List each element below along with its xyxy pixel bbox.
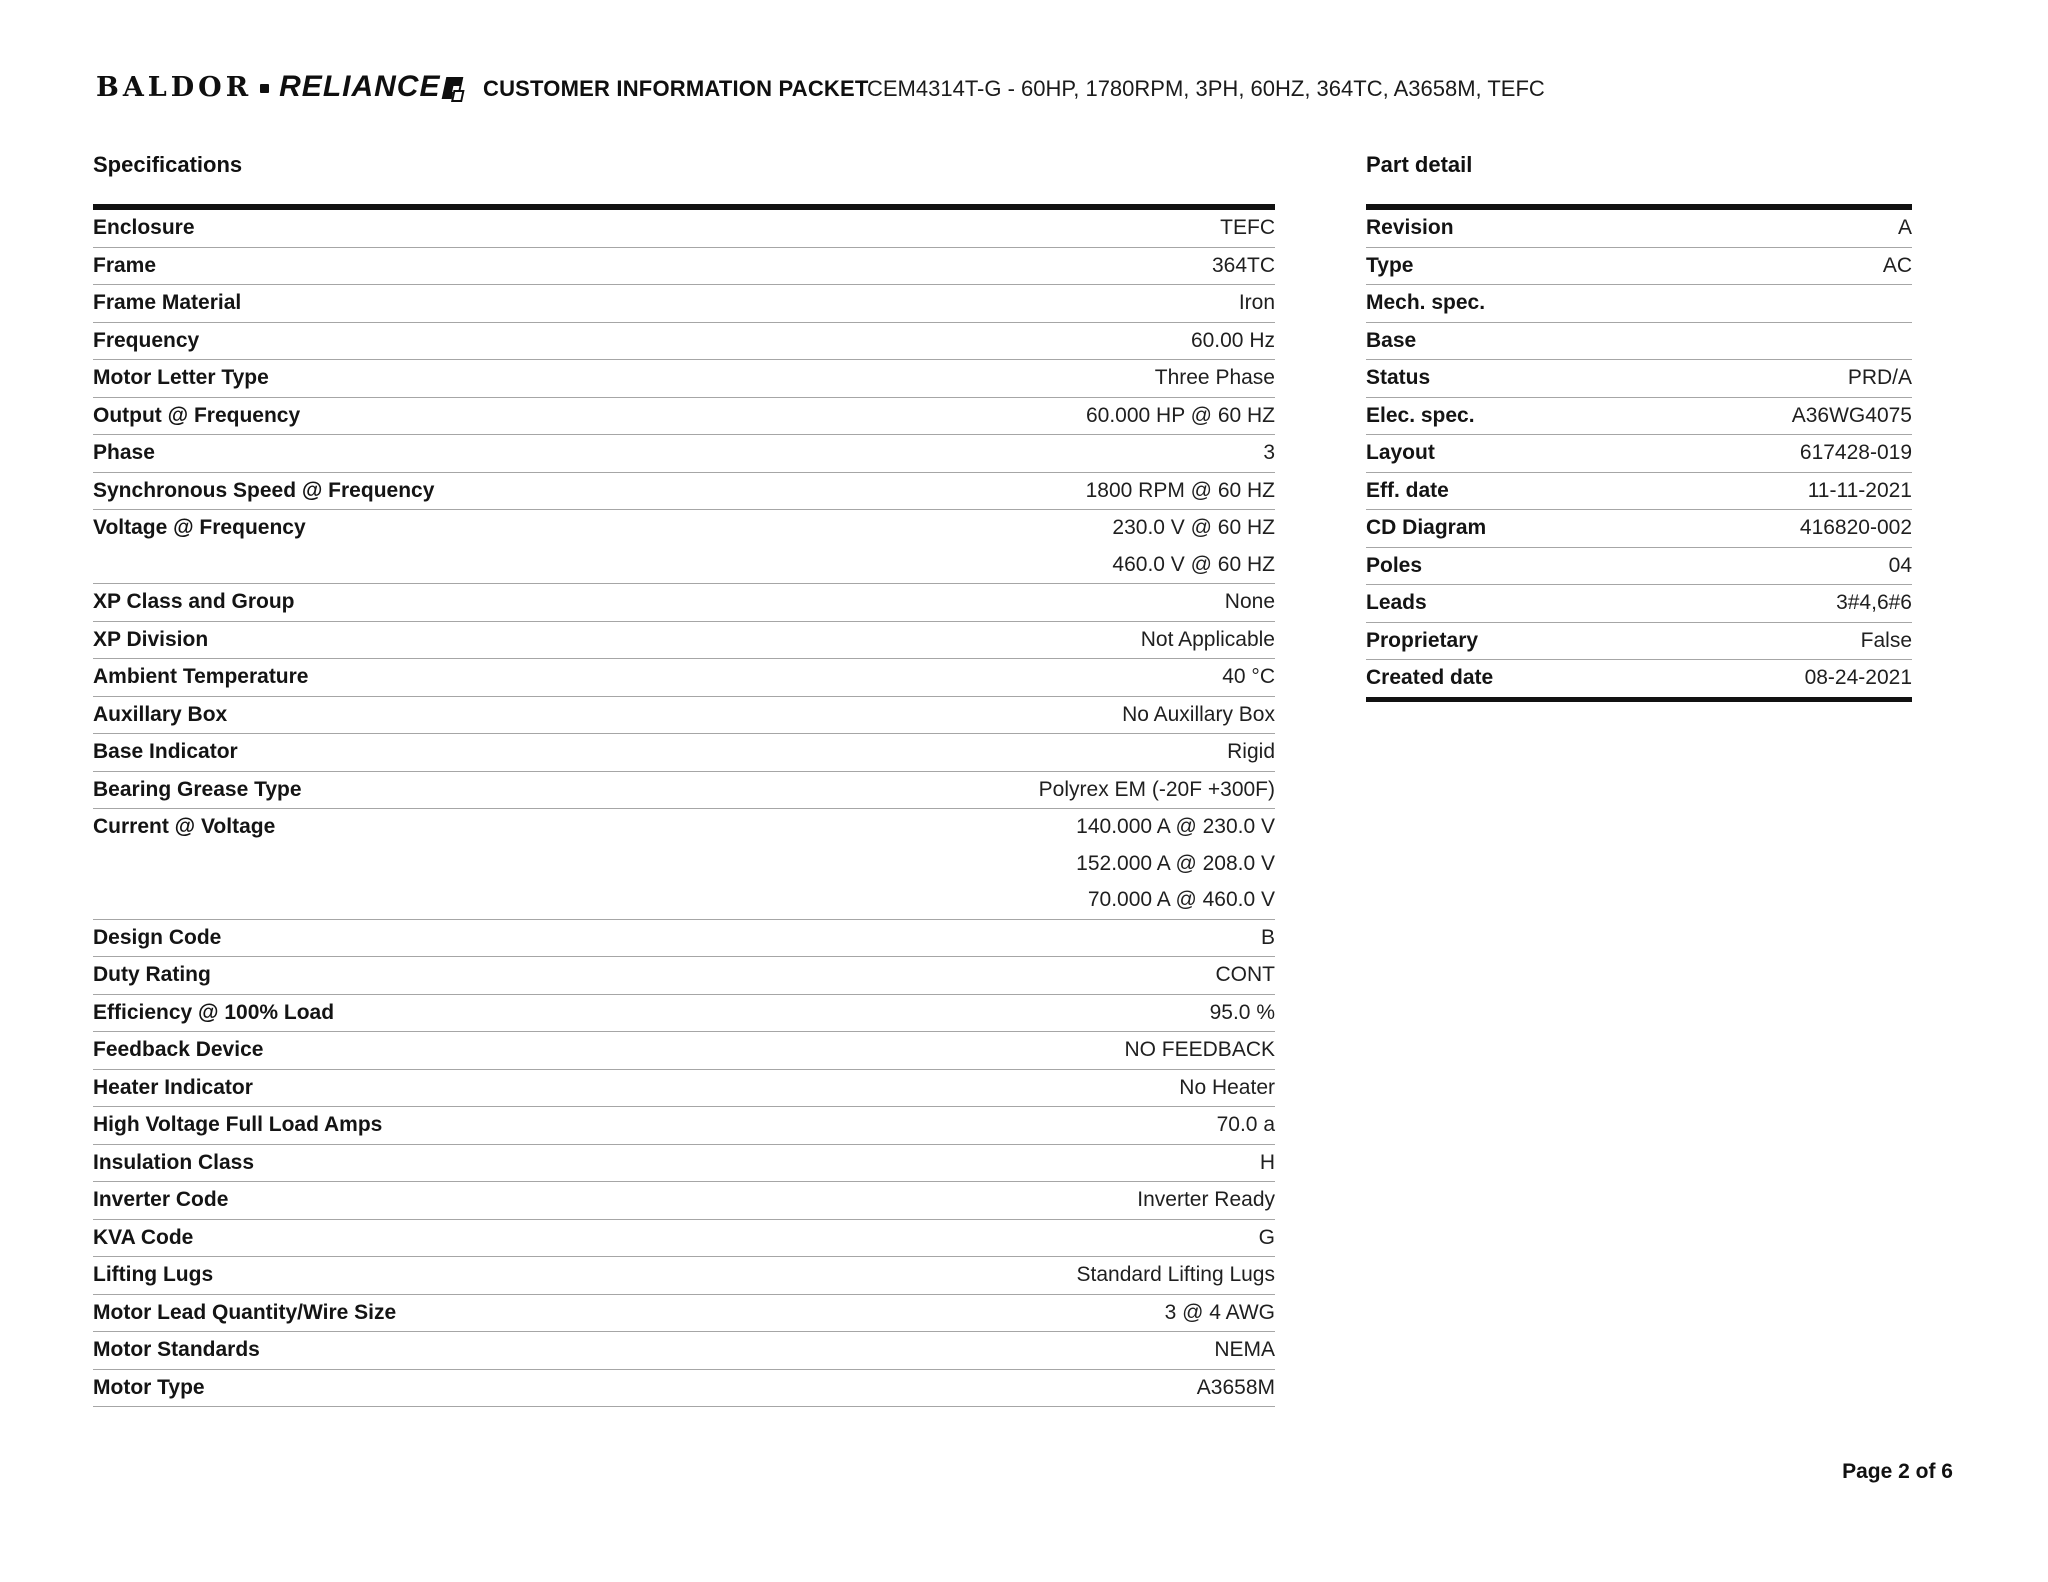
row-value-line: H bbox=[1259, 1150, 1275, 1174]
row-value-line: NO FEEDBACK bbox=[1124, 1038, 1275, 1061]
row-value-line: 1800 RPM @ 60 HZ bbox=[1085, 478, 1275, 502]
table-row bbox=[1366, 360, 1912, 398]
table-row bbox=[93, 1220, 1275, 1258]
table-row bbox=[93, 1182, 1275, 1220]
row-value-line: 460.0 V @ 60 HZ bbox=[1112, 552, 1275, 576]
table-row bbox=[1366, 585, 1912, 623]
row-value bbox=[1216, 957, 1276, 994]
row-value-line: PRD/A bbox=[1847, 366, 1912, 389]
row-value bbox=[1848, 360, 1912, 397]
table-row bbox=[1366, 323, 1912, 361]
row-value bbox=[1165, 1295, 1275, 1332]
table-row bbox=[93, 957, 1275, 995]
row-label: Output @ Frequency bbox=[93, 403, 301, 427]
row-value-line: NEMA bbox=[1214, 1338, 1275, 1361]
specifications-table bbox=[93, 204, 1275, 1407]
row-value-line: A36WG4075 bbox=[1791, 403, 1912, 427]
table-row bbox=[93, 697, 1275, 735]
row-value bbox=[1222, 659, 1275, 696]
row-value bbox=[1800, 510, 1912, 547]
row-value bbox=[1076, 809, 1275, 919]
table-row bbox=[1366, 210, 1912, 248]
table-row bbox=[93, 510, 1275, 584]
part-detail-heading: Part detail bbox=[1366, 152, 1473, 177]
row-value bbox=[1210, 995, 1275, 1032]
row-label: Eff. date bbox=[1366, 478, 1449, 502]
row-value-line: 3 bbox=[1263, 441, 1275, 464]
row-label: Feedback Device bbox=[93, 1038, 264, 1061]
row-label: Poles bbox=[1366, 553, 1423, 577]
row-label: KVA Code bbox=[93, 1225, 194, 1249]
row-label: High Voltage Full Load Amps bbox=[93, 1113, 383, 1136]
table-row bbox=[93, 323, 1275, 361]
specifications-section bbox=[93, 152, 1275, 1407]
row-value bbox=[1259, 1220, 1275, 1257]
table-row bbox=[93, 584, 1275, 622]
row-value bbox=[1220, 210, 1275, 247]
row-value-line: False bbox=[1860, 628, 1912, 652]
row-label: Type bbox=[1366, 253, 1414, 277]
row-value bbox=[1261, 920, 1275, 957]
row-label: Enclosure bbox=[93, 216, 195, 239]
table-row bbox=[1366, 623, 1912, 661]
row-value-line: 230.0 V @ 60 HZ bbox=[1112, 516, 1275, 539]
table-row bbox=[93, 360, 1275, 398]
row-value bbox=[1805, 660, 1912, 697]
row-value-line: 04 bbox=[1888, 553, 1912, 577]
row-value-line: TEFC bbox=[1220, 216, 1275, 239]
row-value bbox=[1800, 435, 1912, 472]
table-row bbox=[93, 995, 1275, 1033]
product-description: CEM4314T-G - 60HP, 1780RPM, 3PH, 60HZ, 364TC, A3658M, TEFC bbox=[867, 76, 1545, 101]
row-value-line: 140.000 A @ 230.0 V bbox=[1076, 815, 1275, 838]
document-title: CUSTOMER INFORMATION PACKET bbox=[483, 76, 869, 101]
row-label: Frame bbox=[93, 253, 157, 277]
row-value bbox=[1792, 398, 1912, 435]
row-label: Frame Material bbox=[93, 291, 242, 314]
table-row bbox=[1366, 285, 1912, 323]
row-value bbox=[1263, 435, 1275, 472]
brand-reliance: RELIANCE bbox=[279, 70, 441, 103]
table-row bbox=[93, 1332, 1275, 1370]
table-row bbox=[93, 920, 1275, 958]
row-value bbox=[1197, 1370, 1275, 1407]
table-row bbox=[93, 1257, 1275, 1295]
row-value bbox=[1086, 473, 1275, 510]
table-row bbox=[93, 398, 1275, 436]
row-value bbox=[1808, 473, 1912, 510]
table-row bbox=[93, 1295, 1275, 1333]
row-label: Base bbox=[1366, 328, 1417, 352]
row-value bbox=[1898, 210, 1912, 247]
row-value bbox=[1137, 1182, 1275, 1219]
row-value-line: 364TC bbox=[1211, 253, 1275, 277]
row-value bbox=[1214, 1332, 1275, 1369]
row-value-line: A3658M bbox=[1196, 1375, 1275, 1399]
table-row bbox=[1366, 660, 1912, 697]
row-value-line: 152.000 A @ 208.0 V bbox=[1076, 851, 1275, 875]
page-number: Page 2 of 6 bbox=[1842, 1460, 1953, 1483]
row-value-line: 11-11-2021 bbox=[1807, 478, 1912, 502]
table-row bbox=[93, 1107, 1275, 1145]
row-value bbox=[1155, 360, 1275, 397]
row-label: Layout bbox=[1366, 441, 1435, 464]
row-value-line: Rigid bbox=[1227, 740, 1275, 763]
row-value bbox=[1122, 697, 1275, 734]
row-label: Elec. spec. bbox=[1366, 403, 1475, 427]
table-row bbox=[93, 1370, 1275, 1408]
row-label: Created date bbox=[1366, 666, 1494, 689]
table-row bbox=[1366, 548, 1912, 586]
row-value bbox=[1861, 623, 1912, 660]
row-value-line: Polyrex EM (-20F +300F) bbox=[1038, 777, 1275, 801]
row-value-line: None bbox=[1224, 590, 1275, 613]
row-value-line: 70.0 a bbox=[1216, 1113, 1275, 1136]
row-label: Synchronous Speed @ Frequency bbox=[93, 478, 435, 502]
row-label: Voltage @ Frequency bbox=[93, 516, 306, 539]
brand-baldor: BALDOR bbox=[96, 71, 253, 103]
table-row bbox=[1366, 510, 1912, 548]
row-value bbox=[1217, 1107, 1275, 1144]
row-label: Duty Rating bbox=[93, 963, 211, 986]
row-label: Proprietary bbox=[1366, 628, 1479, 652]
row-label: Design Code bbox=[93, 925, 222, 949]
row-value-line: 617428-019 bbox=[1799, 441, 1912, 464]
row-value-line: 3 @ 4 AWG bbox=[1164, 1300, 1275, 1324]
row-value-line: No Auxillary Box bbox=[1122, 702, 1275, 726]
row-label: Auxillary Box bbox=[93, 702, 228, 726]
row-label: Mech. spec. bbox=[1366, 291, 1486, 314]
row-label: Inverter Code bbox=[93, 1188, 229, 1211]
row-label: Heater Indicator bbox=[93, 1075, 253, 1099]
row-value-line: Three Phase bbox=[1154, 366, 1275, 389]
table-row bbox=[93, 285, 1275, 323]
row-value-line: G bbox=[1258, 1225, 1275, 1249]
row-label: Current @ Voltage bbox=[93, 815, 276, 838]
specifications-heading: Specifications bbox=[93, 152, 243, 177]
row-value bbox=[1179, 1070, 1275, 1107]
row-label: Ambient Temperature bbox=[93, 665, 309, 688]
row-value bbox=[1124, 1032, 1275, 1069]
table-row bbox=[93, 659, 1275, 697]
table-row bbox=[93, 809, 1275, 920]
row-label: XP Class and Group bbox=[93, 590, 295, 613]
table-row bbox=[93, 435, 1275, 473]
part-detail-section bbox=[1366, 152, 1912, 702]
row-label: Motor Standards bbox=[93, 1338, 260, 1361]
row-value-line: CONT bbox=[1215, 963, 1275, 986]
row-value-line: Inverter Ready bbox=[1137, 1188, 1275, 1211]
part-detail-table bbox=[1366, 204, 1912, 702]
row-label: Motor Lead Quantity/Wire Size bbox=[93, 1300, 397, 1324]
row-value-line: 416820-002 bbox=[1799, 516, 1912, 539]
row-value bbox=[1212, 248, 1275, 285]
table-row bbox=[93, 772, 1275, 810]
row-label: Frequency bbox=[93, 328, 200, 352]
row-value-line: A bbox=[1897, 216, 1912, 239]
table-row bbox=[1366, 398, 1912, 436]
row-label: Base Indicator bbox=[93, 740, 238, 763]
row-value-line: 3#4,6#6 bbox=[1836, 591, 1912, 614]
table-row bbox=[93, 473, 1275, 511]
row-value bbox=[1227, 734, 1275, 771]
row-label: Status bbox=[1366, 366, 1431, 389]
row-value-line: Standard Lifting Lugs bbox=[1076, 1263, 1275, 1286]
table-row bbox=[93, 622, 1275, 660]
row-value-line: 08-24-2021 bbox=[1804, 666, 1912, 689]
row-value bbox=[1883, 248, 1912, 285]
row-label: Insulation Class bbox=[93, 1150, 255, 1174]
table-row bbox=[1366, 248, 1912, 286]
table-row bbox=[93, 1070, 1275, 1108]
table-row bbox=[93, 1032, 1275, 1070]
row-value bbox=[1836, 585, 1912, 622]
trademark-block-icon bbox=[442, 77, 464, 99]
row-value-line: 40 °C bbox=[1222, 665, 1275, 688]
row-value bbox=[1191, 323, 1275, 360]
row-label: Motor Type bbox=[93, 1375, 205, 1399]
row-value bbox=[1077, 1257, 1275, 1294]
table-row bbox=[93, 248, 1275, 286]
row-value-line: No Heater bbox=[1179, 1075, 1275, 1099]
row-value bbox=[1112, 510, 1275, 583]
row-value-line: 70.000 A @ 460.0 V bbox=[1087, 888, 1275, 911]
row-label: Lifting Lugs bbox=[93, 1263, 214, 1286]
row-value bbox=[1260, 1145, 1275, 1182]
row-value bbox=[1039, 772, 1275, 809]
row-value-line: B bbox=[1260, 925, 1275, 949]
row-value-line: AC bbox=[1882, 253, 1912, 277]
row-value bbox=[1225, 584, 1275, 621]
table-row bbox=[93, 210, 1275, 248]
logo-dot-icon bbox=[260, 84, 269, 93]
table-row bbox=[93, 734, 1275, 772]
table-row bbox=[1366, 473, 1912, 511]
row-label: Revision bbox=[1366, 216, 1454, 239]
row-value-line: Iron bbox=[1238, 291, 1275, 314]
row-value-line: 60.00 Hz bbox=[1190, 328, 1275, 352]
row-value-line: 95.0 % bbox=[1209, 1000, 1275, 1024]
row-value bbox=[1889, 548, 1912, 585]
row-label: CD Diagram bbox=[1366, 516, 1487, 539]
row-label: Phase bbox=[93, 441, 155, 464]
row-value bbox=[1239, 285, 1275, 322]
row-label: Motor Letter Type bbox=[93, 366, 269, 389]
row-value-line: 60.000 HP @ 60 HZ bbox=[1085, 403, 1275, 427]
row-label: Bearing Grease Type bbox=[93, 777, 302, 801]
row-value bbox=[1086, 398, 1275, 435]
row-label: XP Division bbox=[93, 627, 209, 651]
table-row bbox=[93, 1145, 1275, 1183]
row-value bbox=[1141, 622, 1275, 659]
row-label: Efficiency @ 100% Load bbox=[93, 1000, 335, 1024]
brand-logo bbox=[96, 70, 461, 104]
row-value-line: Not Applicable bbox=[1140, 627, 1275, 651]
row-label: Leads bbox=[1366, 591, 1427, 614]
table-row bbox=[1366, 435, 1912, 473]
